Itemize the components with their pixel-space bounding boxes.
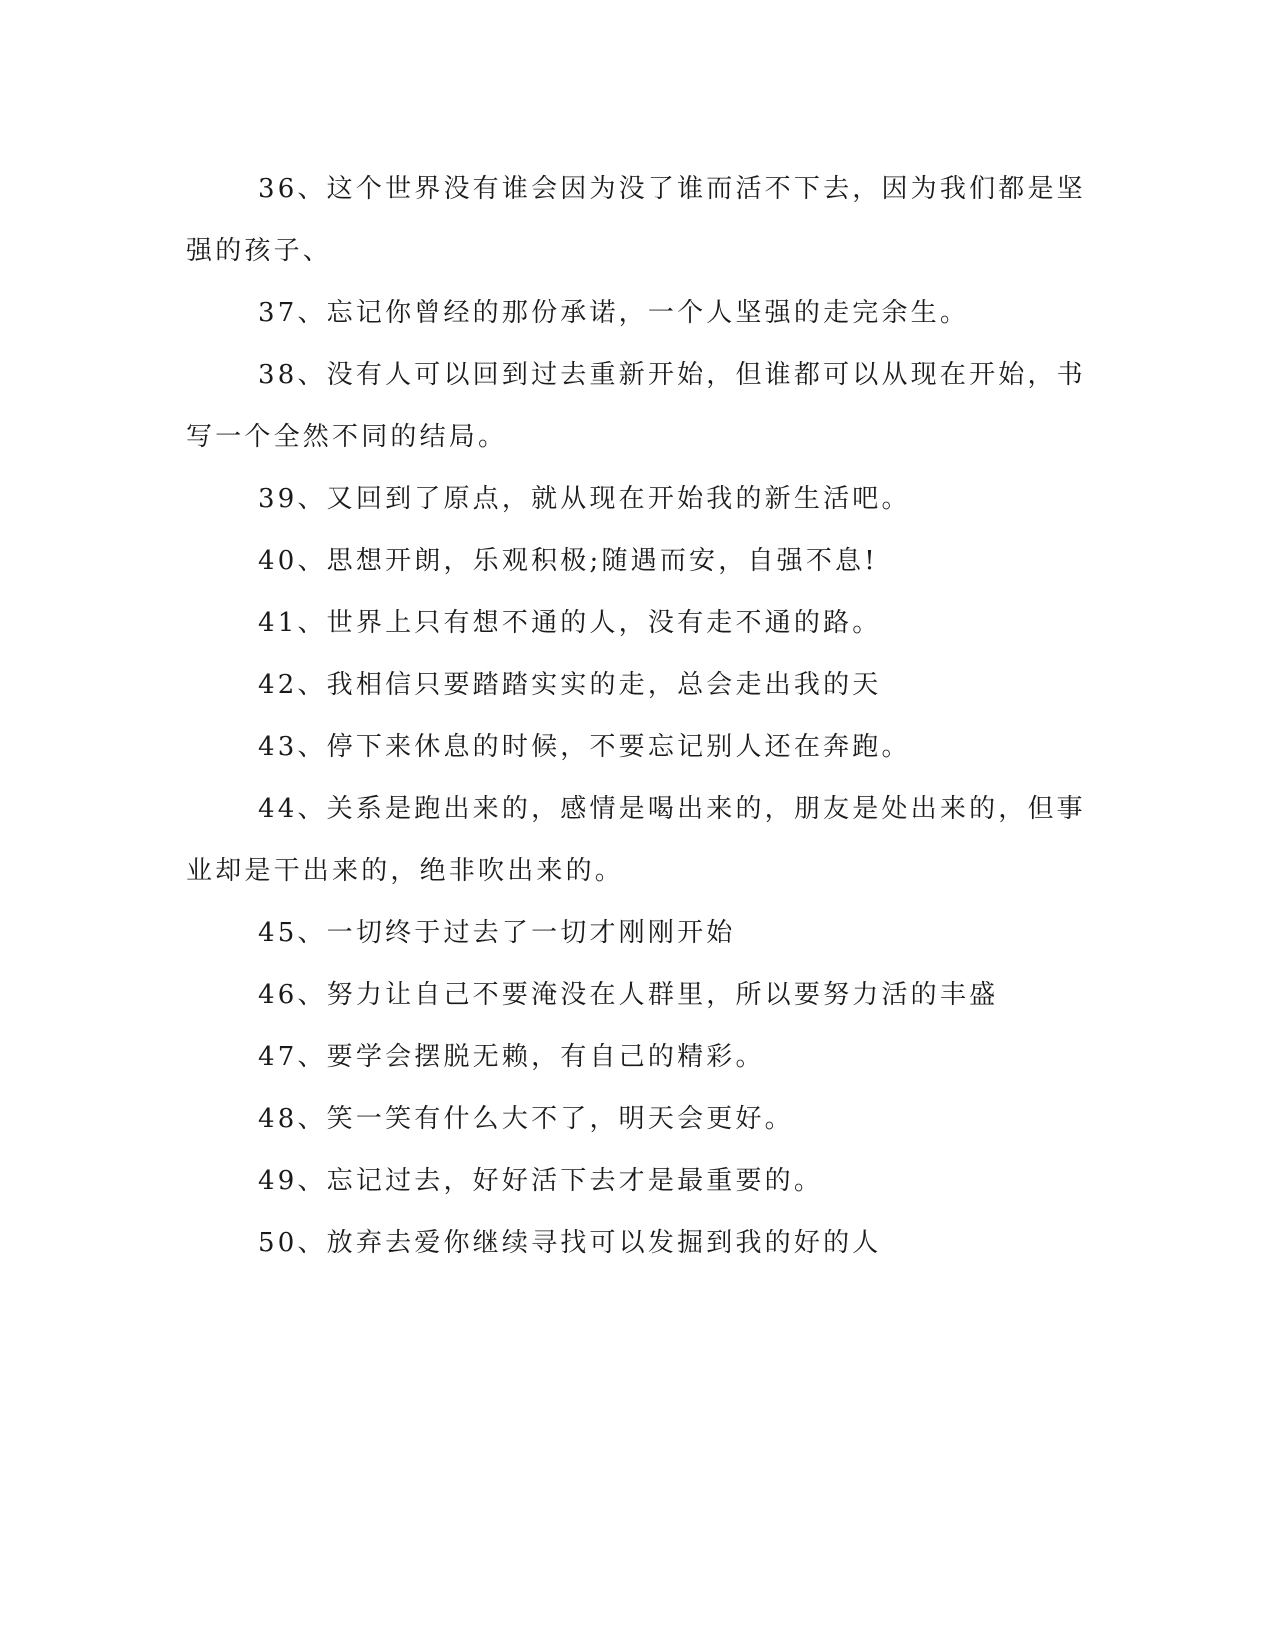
paragraph-44: 44、关系是跑出来的，感情是喝出来的，朋友是处出来的，但事业却是干出来的，绝非吹出来的。 <box>186 794 1086 886</box>
paragraph-37: 37、忘记你曾经的那份承诺，一个人坚强的走完余生。 <box>258 298 970 328</box>
document-body <box>186 158 1090 1274</box>
paragraph-41: 41、世界上只有想不通的人，没有走不通的路。 <box>258 608 882 638</box>
paragraph-50: 50、放弃去爱你继续寻找可以发掘到我的好的人 <box>258 1228 882 1258</box>
paragraph-48: 48、笑一笑有什么大不了，明天会更好。 <box>258 1104 794 1134</box>
paragraph-36: 36、这个世界没有谁会因为没了谁而活不下去，因为我们都是坚强的孩子、 <box>186 174 1086 266</box>
paragraph-49: 49、忘记过去，好好活下去才是最重要的。 <box>258 1166 824 1196</box>
paragraph-46: 46、努力让自己不要淹没在人群里，所以要努力活的丰盛 <box>258 980 999 1010</box>
paragraph-39: 39、又回到了原点，就从现在开始我的新生活吧。 <box>258 484 911 514</box>
paragraph-47: 47、要学会摆脱无赖，有自己的精彩。 <box>258 1042 765 1072</box>
paragraph-42: 42、我相信只要踏踏实实的走，总会走出我的天 <box>258 670 882 700</box>
paragraph-45: 45、一切终于过去了一切才刚刚开始 <box>258 918 736 948</box>
paragraph-43: 43、停下来休息的时候，不要忘记别人还在奔跑。 <box>258 732 911 762</box>
paragraph-38: 38、没有人可以回到过去重新开始，但谁都可以从现在开始，书写一个全然不同的结局。 <box>186 360 1086 452</box>
paragraph-40: 40、思想开朗，乐观积极;随遇而安，自强不息! <box>258 546 878 576</box>
